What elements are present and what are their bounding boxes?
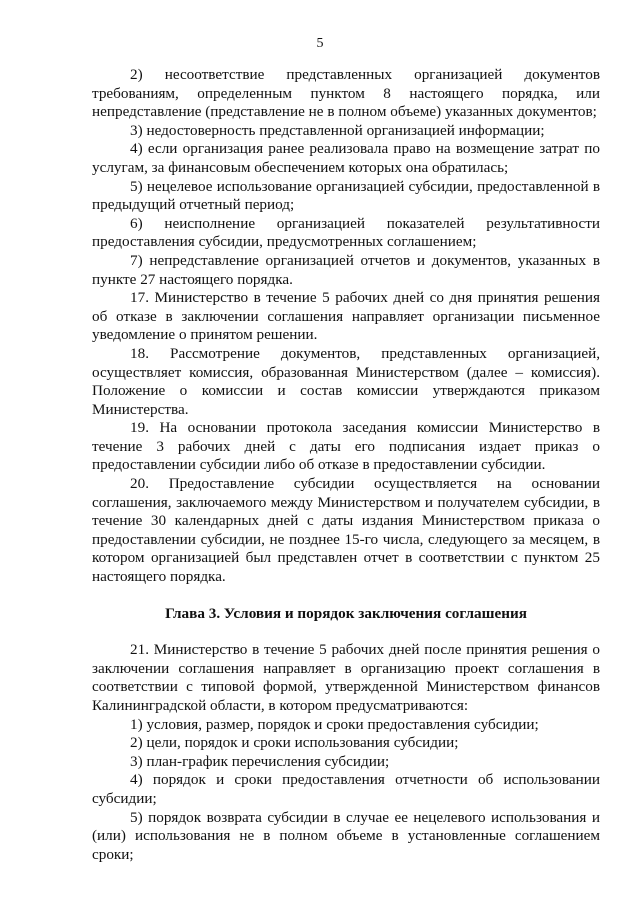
page-number: 5 (316, 36, 324, 51)
paragraph-clause-17: 17. Министерство в течение 5 рабочих дней со дня принятия решения об отказе в заключении соглашения направляет организации письменное уведомление о принятом решении. (92, 289, 600, 344)
paragraph-item-2-nonconformity: 2) несоответствие представленных организацией документов требованиям, определенным пунктом 8 настоящего порядка, или непредставление (представление не в полном объеме) указанных документов; (92, 66, 600, 121)
paragraph-clause-20: 20. Предоставление субсидии осуществляется на основании соглашения, заключаемого между Министерством и получателем субсидии, в течение 30 календарных дней с даты издания Министерством приказа о предоставлении субсидии, не позднее 15-го числа, следующего за месяцем, в котором организацией был представлен отчет в соответствии с пунктом 25 настоящего порядка. (92, 475, 600, 586)
document-body (92, 66, 600, 864)
paragraph-clause-21: 21. Министерство в течение 5 рабочих дней после принятия решения о заключении соглашения направляет в организацию проект соглашения в соответствии с типовой формой, утвержденной Министерством финансов Калининградской области, в котором предусматриваются: (92, 641, 600, 714)
paragraph-clause-21-item-3: 3) план-график перечисления субсидии; (130, 752, 390, 770)
paragraph-clause-18: 18. Рассмотрение документов, представленных организацией, осуществляет комиссия, образованная Министерством (далее – комиссия). Положение о комиссии и состав комиссии утверждаются приказом Министерства. (92, 344, 600, 418)
paragraph-clause-21-item-5: 5) порядок возврата субсидии в случае ее нецелевого использования и (или) использования не в полном объеме в установленные соглашением сроки; (92, 808, 600, 863)
paragraph-clause-21-item-1: 1) условия, размер, порядок и сроки предоставления субсидии; (130, 715, 539, 733)
paragraph-item-5-misuse: 5) нецелевое использование организацией субсидии, предоставленной в предыдущий отчетный период; (92, 177, 600, 214)
paragraph-clause-19: 19. На основании протокола заседания комиссии Министерство в течение 3 рабочих дней с даты его подписания издает приказ о предоставлении субсидии либо об отказе в предоставлении субсидии. (92, 419, 600, 474)
chapter-heading: Глава 3. Условия и порядок заключения соглашения (165, 604, 527, 622)
paragraph-clause-21-item-4: 4) порядок и сроки предоставления отчетности об использовании субсидии; (92, 771, 600, 807)
paragraph-item-3-unreliability: 3) недостоверность представленной организацией информации; (130, 121, 545, 139)
paragraph-item-6-nonfulfillment: 6) неисполнение организацией показателей результативности предоставления субсидии, предусмотренных соглашением; (92, 214, 600, 251)
paragraph-item-7-nonsubmission: 7) непредставление организацией отчетов и документов, указанных в пункте 27 настоящего порядка. (92, 251, 600, 288)
paragraph-item-4-prior-compensation: 4) если организация ранее реализовала право на возмещение затрат по услугам, за финансовым обеспечением которых она обратилась; (92, 140, 600, 176)
paragraph-clause-21-item-2: 2) цели, порядок и сроки использования субсидии; (130, 734, 459, 752)
